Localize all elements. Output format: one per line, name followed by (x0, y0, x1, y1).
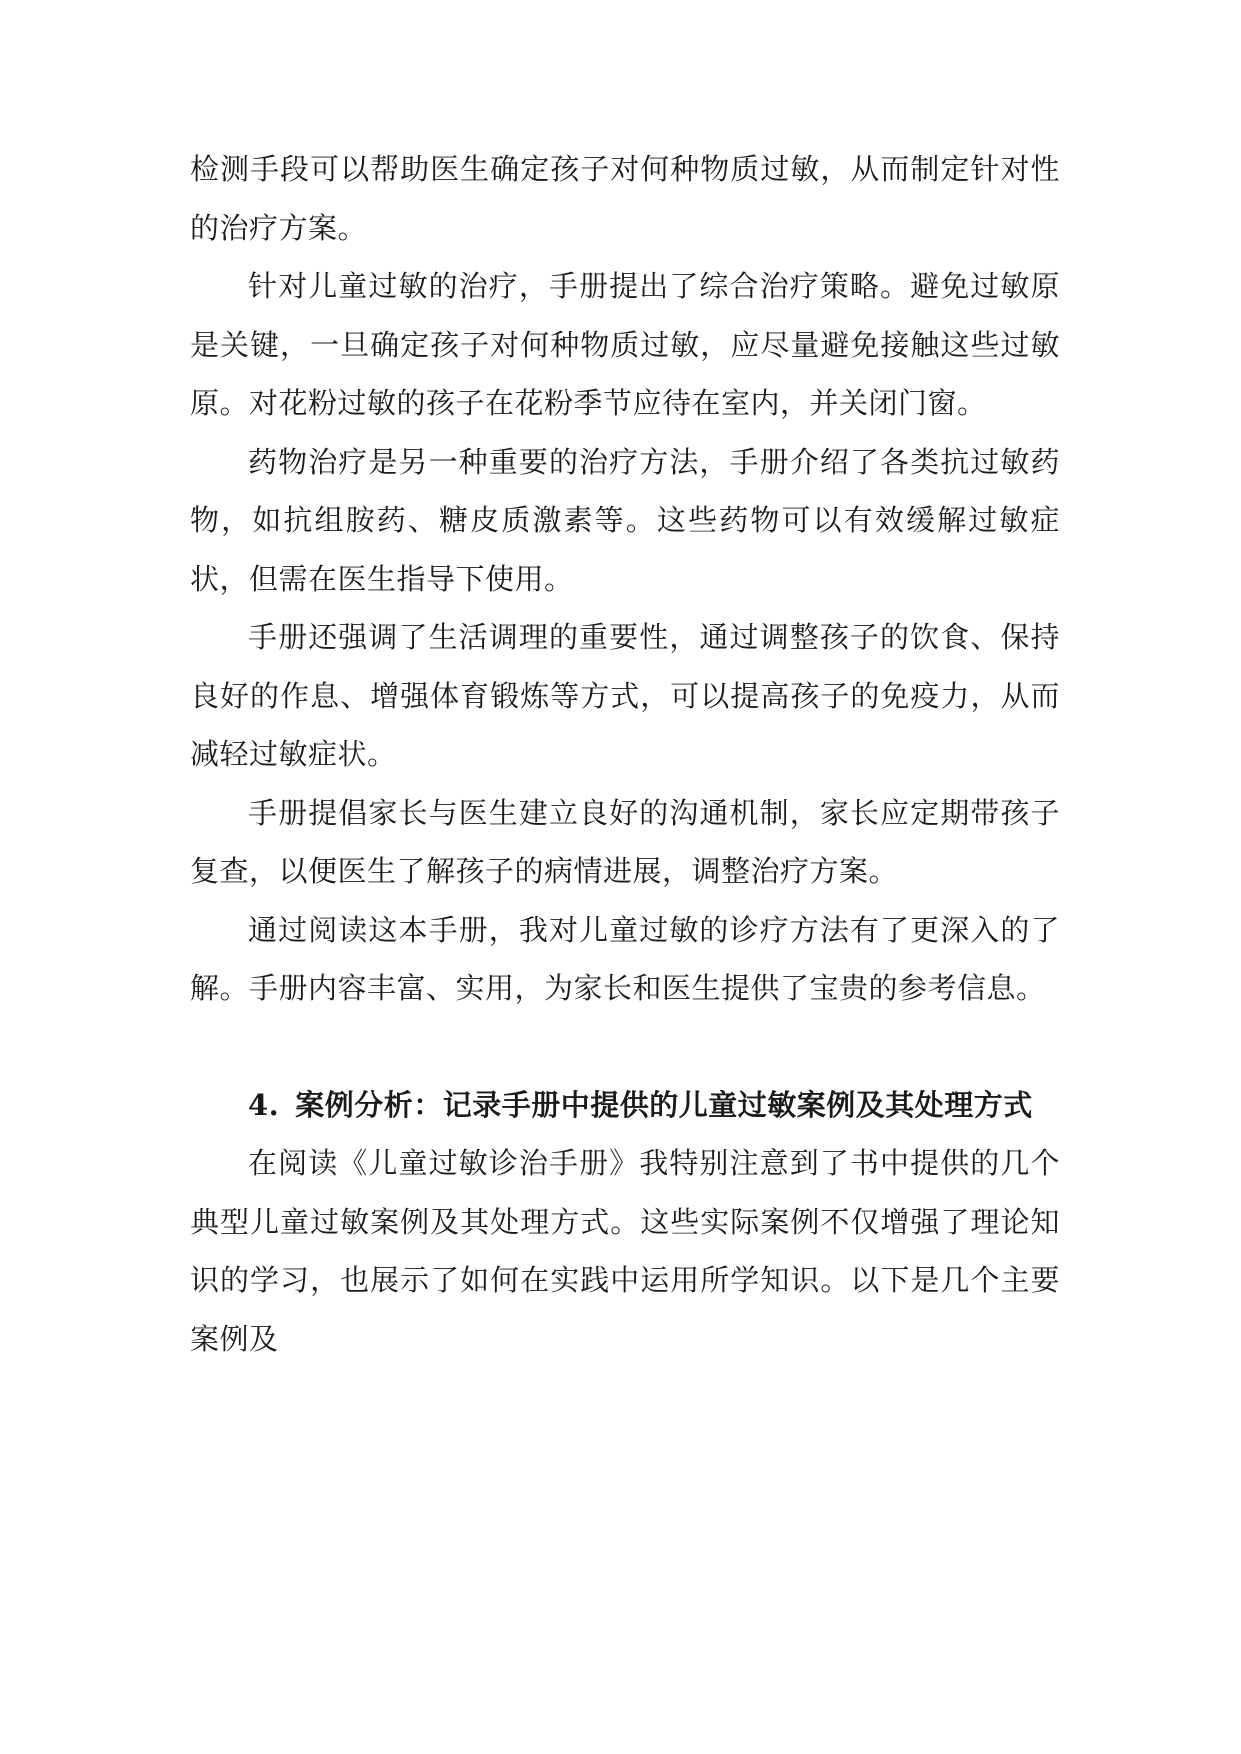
paragraph: 手册还强调了生活调理的重要性，通过调整孩子的饮食、保持良好的作息、增强体育锻炼等方式，可以提高孩子的免疫力，从而减轻过敏症状。 (190, 620, 1060, 771)
paragraph: 检测手段可以帮助医生确定孩子对何种物质过敏，从而制定针对性的治疗方案。 (190, 152, 1060, 245)
paragraph: 药物治疗是另一种重要的治疗方法，手册介绍了各类抗过敏药物，如抗组胺药、糖皮质激素等。这些药物可以有效缓解过敏症状，但需在医生指导下使用。 (190, 444, 1060, 596)
paragraph: 手册提倡家长与医生建立良好的沟通机制，家长应定期带孩子复查，以便医生了解孩子的病情进展，调整治疗方案。 (190, 795, 1060, 888)
document-body (190, 140, 1060, 1368)
section-title: 案例分析：记录手册中提供的儿童过敏案例及其处理方式 (295, 1087, 1033, 1122)
section-heading (190, 1076, 1060, 1135)
paragraph: 在阅读《儿童过敏诊治手册》我特别注意到了书中提供的几个典型儿童过敏案例及其处理方式。这些实际案例不仅增强了理论知识的学习，也展示了如何在实践中运用所学知识。以下是几个主要案例及 (190, 1146, 1060, 1356)
paragraph: 针对儿童过敏的治疗，手册提出了综合治疗策略。避免过敏原是关键，一旦确定孩子对何种物质过敏，应尽量避免接触这些过敏原。对花粉过敏的孩子在花粉季节应待在室内，并关闭门窗。 (190, 269, 1060, 420)
section-number: 4. (248, 1087, 280, 1122)
paragraph: 通过阅读这本手册，我对儿童过敏的诊疗方法有了更深入的了解。手册内容丰富、实用，为家长和医生提供了宝贵的参考信息。 (190, 912, 1060, 1005)
